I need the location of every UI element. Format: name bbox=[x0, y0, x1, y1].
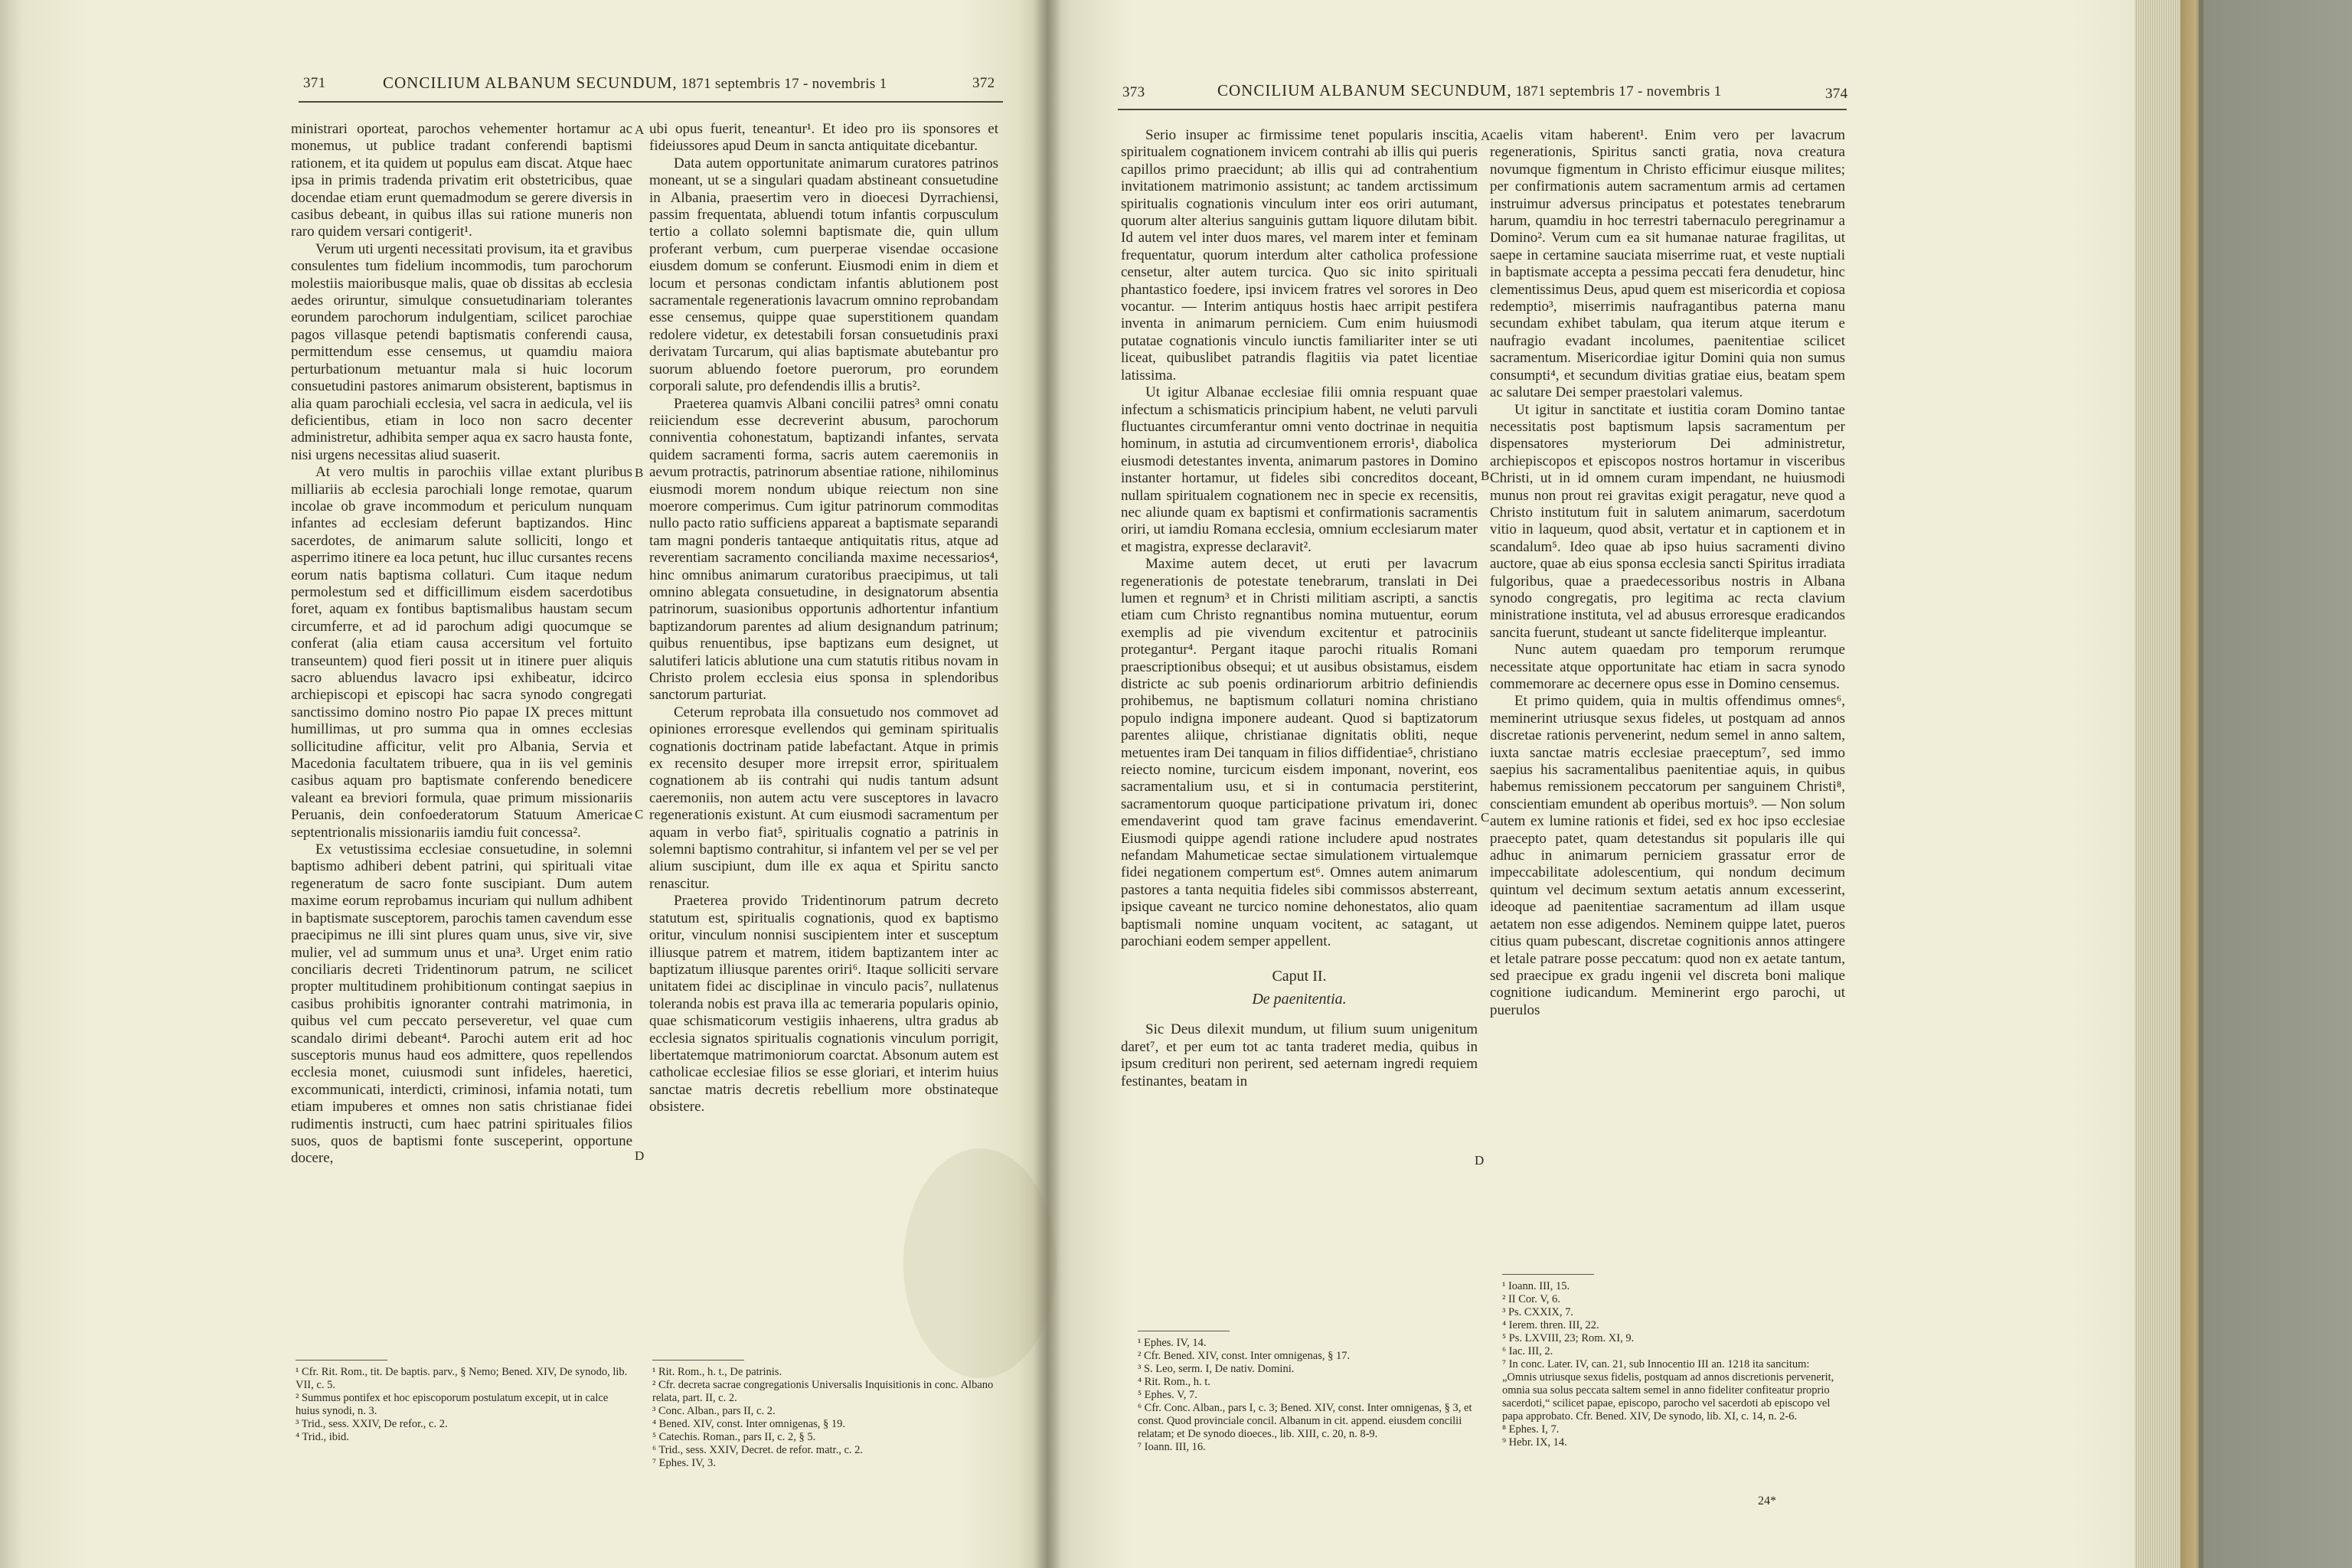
footnote: ¹ Rit. Rom., h. t., De patrinis. bbox=[652, 1366, 782, 1378]
chapter-subtitle: De paenitentia. bbox=[1252, 990, 1347, 1008]
margin-letter-d: D bbox=[635, 1148, 645, 1163]
running-head-left bbox=[383, 74, 887, 93]
paragraph: Data autem opportunitate animarum curatores patrinos moneant, ut se a singulari quadam abstineant consuetudine in Albania, praesertim vero in dioecesi Dyrrachiensi, passim frequentata, abluendi totum infantis corpusculum tertio a collato solemni baptismate die, quin ullum proferant verbum, cum puerperae visendae occasione eiusdem domum se conferunt. Eiusmodi enim in diem et locum et personas condictam infantis ablutionem post sacramentale regenerationis lavacrum omnino reprobandam esse censemus, quippe quae superstitionem quandam redolere videtur, ex detestabili forsan consuetudinis praxi derivatam Turcarum, qui alias baptismate abutebantur pro suorum abluendo foetore puerorum, pro eorundem corporali salute, pro defendendis illis a brutis². bbox=[649, 155, 998, 395]
footnote: ⁸ Ephes. I, 7. bbox=[1502, 1423, 1560, 1436]
footnote: ⁷ Ephes. IV, 3. bbox=[652, 1457, 716, 1469]
running-date: 1871 septembris 17 - novembris 1 bbox=[1515, 83, 1722, 100]
footnote: ⁵ Ps. LXVIII, 23; Rom. XI, 9. bbox=[1502, 1332, 1635, 1344]
footnote: ⁴ Ierem. thren. III, 22. bbox=[1502, 1319, 1599, 1331]
footnote: ⁷ Ioann. III, 16. bbox=[1138, 1441, 1206, 1453]
running-title: CONCILIUM ALBANUM SECUNDUM, bbox=[1217, 81, 1512, 100]
paragraph: Praeterea provido Tridentinorum patrum decreto statutum est, spiritualis cognationis, quod ex baptismo oritur, vinculum nonnisi suscipientem inter et susceptum illiusque patrem et matrem, itidem baptizantem inter ac baptizatum illiusque parentes oriri⁶. Itaque solliciti servare unitatem fidei ac disciplinae in vinculo pacis⁷, nullatenus toleranda nobis est prava illa ac temeraria popularis opinio, quae schismaticorum vestigiis inhaerens, ultra gradus ab ecclesia signatos spiritualis cognationis vinculum porrigit, libertatemque matrimoniorum coarctat. Absonum autem est catholicae ecclesiae filios se esse gloriari, et interim huius sanctae matris decretis rebellium more obstinateque obsistere. bbox=[649, 893, 998, 1116]
paragraph: ubi opus fuerit, teneantur¹. Et ideo pro iis sponsores et fideiussores apud Deum in sancta antiquitate dicebantur. bbox=[649, 121, 998, 155]
paragraph: Nunc autem quaedam pro temporum rerumque necessitate atque opportunitate hac etiam in sacra synodo commemorare ac decernere opus esse in Domino censemus. bbox=[1490, 642, 1845, 692]
margin-letter-c: C bbox=[635, 807, 644, 822]
footnotes-374 bbox=[1502, 1280, 1844, 1449]
footnote-rule bbox=[296, 1360, 387, 1361]
paragraph: Ex vetustissima ecclesiae consuetudine, in solemni baptismo adhiberi debent patrini, qui spirituali vitae regeneratum de sacro fonte suscipiant. Dum autem maxime eorum reprobamus incuriam qui nullum adhibent in baptismate susceptorem, parochis tamen cavendum esse praecipimus ne illi sint plures quam unus, sive vir, sive mulier, vel ad summum unus et una³. Urget enim ratio conciliaris decreti Tridentinorum patrum, ne scilicet propter multitudinem prohibitionum contingat saepius in casibus prohibitis ignoranter contrahi matrimonia, in quibus vel cum peccato perseveretur, vel quae cum scandalo dirimi debeant⁴. Parochi autem erit ad hoc susceptoris munus haud eos admittere, quos repellendos ecclesia monet, cuiusmodi sunt infideles, haeretici, excommunicati, interdicti, criminosi, infamia notati, tum etiam impuberes et omnes non satis christianae fidei rudimentis instructi, cum haec patrini spirituales filios suos, quos de baptismi fonte susceperint, opportune docere, bbox=[291, 841, 632, 1167]
signature-mark: 24* bbox=[1758, 1494, 1776, 1508]
footnote: ³ Conc. Alban., pars II, c. 2. bbox=[652, 1405, 776, 1417]
footnote: ³ S. Leo, serm. I, De nativ. Domini. bbox=[1138, 1363, 1295, 1375]
paragraph: Ut igitur Albanae ecclesiae filii omnia respuant quae infectum a schismaticis principium habent, ne veluti parvuli fluctuantes circumferantur omni vento doctrinae in nequitia hominum, in astutia ad circumventionem erroris¹, diabolica eiusmodi detestantes inventa, animarum pastores in Domino instanter hortamur, ut fideles sibi concreditos doceant, nullam spiritualem cognationem nec in specie ex recensitis, nec aliunde quam ex baptismi et confirmationis sacramentis oriri, ut iamdiu Romana ecclesia, omnium ecclesiarum mater et magistra, expresse declaravit². bbox=[1121, 384, 1478, 555]
paragraph: At vero multis in parochiis villae extant pluribus milliariis ab ecclesia parochiali longe remotae, quarum incolae ob grave incommodum et periculum nunquam infantes ad ecclesiam deferunt baptizandos. Hinc sacerdotes, de animarum salute solliciti, longo et asperrimo itinere ea loca petunt, huc illuc cursantes recens eorum natis baptisma collaturi. Cum itaque nedum permolestum sed et difficillimum eisdem sacerdotibus foret, aquam ex fontibus baptismalibus haustam secum circumferre, et ad id parochum adigi quocumque se conferat (alia etiam causa accersitum vel fortuito transeuntem) quod fieri possit ut in itinere puer aliquis sacro abluendus lavacro ipsi exhibeatur, idcirco archiepiscopi et episcopi hac sacra synodo congregati sanctissimo domino nostro Pio papae IX preces mittunt humillimas, ut pro summa qua in omnes ecclesias sollicitudine afficitur, velit pro Albania, Servia et Macedonia facultatem tribuere, qua in iis vel geminis casibus aquam pro baptismate conferendo benedicere valeant ea breviori formula, quae primum missionariis Peruanis, dein confoederatorum Statuum Americae septentrionalis missionariis iamdiu fuit concessa². bbox=[291, 464, 632, 841]
footnote: ¹ Ephes. IV, 14. bbox=[1138, 1337, 1207, 1349]
margin-letter-b: B bbox=[635, 466, 644, 480]
margin-letter-a: A bbox=[1481, 129, 1491, 143]
footnote: ⁵ Catechis. Roman., pars II, c. 2, § 5. bbox=[652, 1431, 816, 1443]
text-column-373 bbox=[1121, 127, 1478, 1344]
running-date: 1871 septembris 17 - novembris 1 bbox=[681, 76, 887, 92]
paragraph: Sic Deus dilexit mundum, ut filium suum unigenitum daret⁷, et per eum tot ac tanta traderet media, quibus in ipsum credituri non perirent, sed aeternam ingredi requiem festinantes, beatam in bbox=[1121, 1021, 1478, 1089]
paragraph: Maxime autem decet, ut eruti per lavacrum regenerationis de potestate tenebrarum, translati in Dei lumen et regnum³ et in Christi militiam ascripti, a sanctis etiam cum Christo regnantibus nomina mutuentur, eorum exemplis ad pie vivendum excitentur et patrociniis protegantur⁴. Pergant itaque parochi ritualis Romani praescriptionibus obsequi; et ut ausibus obsistamus, eisdem districte ac sub poenis ordinariorum arbitrio definiendis prohibemus, ne baptismum collaturi nomina christiano populo indigna imponere audeant. Quod si baptizatorum parentes aliique, christianae dignitatis obliti, neque metuentes iram Dei tanquam in filios diffidentiae⁵, christiano reiecto nomine, turcicum eisdem imponant, noverint, eos sacramentalium usu, et si in contumacia perstiterint, sacramentorum quoque participatione privatum iri, donec emendaverint quod tam grave facinus emendaverint. Eiusmodi quippe agendi ratione includere apud nostrates nefandam Mahumeticae sectae simulationem virtualemque fidei negationem compertum est⁶. Omnes autem animarum pastores a tanta nequitia fideles sibi commissos absterreant, ipsique caveant ne turcico nomine dehonestatos, alio quam baptismali nomine unquam vocitent, ac satagant, ut parochiani eodem semper appellent. bbox=[1121, 556, 1478, 950]
page-number-372: 372 bbox=[972, 75, 995, 91]
footnote: ⁴ Trid., ibid. bbox=[296, 1431, 349, 1443]
cover-binding bbox=[2199, 0, 2203, 1568]
footnote: ⁴ Bened. XIV, const. Inter omnigenas, § 19. bbox=[652, 1418, 846, 1430]
paragraph: Praeterea quamvis Albani concilii patres³ omni conatu reiiciendum esse decreverint abusum, parochorum conniventia cohonestatum, baptizandi infantes, servata quidem sacramenti forma, sacris autem caeremoniis in aevum protractis, patrinorum absentiae ratione, nihilominus eiusmodi morem nondum ubique reiectum non sine moerore comperimus. Cum igitur patrinorum commoditas nullo pacto ratio sufficiens appareat a baptismate separandi tam magni ponderis tantaeque antiquitatis ritus, atque ad reverentiam sacramento concilianda maxime necessarios⁴, hinc omnibus animarum curatoribus praecipimus, ut tali omnino ablegata consuetudine, in designatorum absentia patrinorum, suasionibus opportunis adhortentur infantium baptizandorum parentes ad alium designandum patrinum; quibus renuentibus, ipse baptizans eum designet, ut salutiferi laticis ablutione una cum statutis ritibus novam in Christo prolem ecclesia eius sponsa in splendoribus sanctorum parturiat. bbox=[649, 395, 998, 704]
footnote: ⁶ Iac. III, 2. bbox=[1502, 1345, 1553, 1357]
footnote: ⁶ Trid., sess. XXIV, Decret. de refor. matr., c. 2. bbox=[652, 1444, 864, 1456]
text-column-374 bbox=[1490, 127, 1845, 1260]
paragraph: Et primo quidem, quia in multis offendimus omnes⁶, meminerint utriusque sexus fideles, ut postquam ad annos discretae rationis pervenerint, nedum semel in anno saltem, iuxta sanctae matris ecclesiae praeceptum⁷, sed immo saepius his sacramentalibus paenitentiae aquis, in quibus habemus remissionem peccatorum per sanguinem Christi⁸, conscientiam emundent ab operibus mortuis⁹. — Non solum autem ex lumine rationis et fidei, sed ex hoc ipso ecclesiae praecepto patet, quam detestandus sit popularis ille qui adhuc in animarum perniciem grassatur error de impeccabilitate adolescentium, qui nondum decimum quintum vel decimum sextum aetatis annum excesserint, ideoque ad paenitentiae sacramentum ad illam usque aetatem non esse adigendos. Neminem quippe latet, pueros citius quam pubescant, discretae cognitionis annos attingere et letale patrare posse peccatum: quod non ex aetate tantum, sed praecipue ex gradu ingenii vel discreta boni malique cognitione iudicandum. Meminerint ergo parochi, ut puerulos bbox=[1490, 693, 1845, 1018]
page-edges bbox=[2135, 0, 2180, 1568]
margin-letter-d: D bbox=[1475, 1153, 1485, 1168]
footnote: ⁹ Hebr. IX, 14. bbox=[1502, 1436, 1567, 1449]
footnote: ⁵ Ephes. V, 7. bbox=[1138, 1389, 1197, 1401]
footnote: ⁴ Rit. Rom., h. t. bbox=[1138, 1376, 1210, 1388]
footnote: ³ Trid., sess. XXIV, De refor., c. 2. bbox=[296, 1418, 448, 1430]
paragraph: Ut igitur in sanctitate et iustitia coram Domino tantae necessitatis post baptismum lapsis sacramentum per dispensatores mysteriorum Dei administretur, archiepiscopos et episcopos nostros hortamur in visceribus Christi, ut in id omnem curam impendant, ne huiusmodi munus non prout rei gravitas exigit peragatur, neve quod a Christo institutum fuit in salutem animarum, sacerdotum vitio in laqueum, quod absit, vertatur et in captionem et in scandalum⁵. Ideo quae ab ipso huius sacramenti divino auctore, quae ab eius sponsa ecclesia sancti Spiritus irradiata fulgoribus, quae a praedecessoribus nostris in Albana synodo congregatis, pro legitima ac recta clavium ministratione instituta, vel ad abusus erroresque eradicandos sancita fuerunt, studeant ut sancte fideliterque impleantur. bbox=[1490, 401, 1845, 641]
paragraph: ministrari oporteat, parochos vehementer hortamur ac monemus, ut publice tradant conferendi baptismi rationem, et ita quidem ut populus eam discat. Atque haec ipsa in primis tradenda privatim erit obstetricibus, quae docendae etiam erunt quemadmodum se gerere diversis in casibus debeant, in quibus illas sui ratione muneris non raro quidem versari contigerit¹. bbox=[291, 121, 632, 240]
margin-letter-a: A bbox=[635, 122, 645, 137]
header-rule bbox=[299, 101, 1003, 103]
page-number-374: 374 bbox=[1825, 86, 1848, 102]
footnote-rule bbox=[652, 1360, 744, 1361]
running-title: CONCILIUM ALBANUM SECUNDUM, bbox=[383, 74, 678, 92]
page-number-371: 371 bbox=[303, 75, 326, 91]
footnote: ³ Ps. CXXIX, 7. bbox=[1502, 1306, 1573, 1318]
footnote: ² II Cor. V, 6. bbox=[1502, 1293, 1560, 1305]
footnote: ² Summus pontifex et hoc episcoporum postulatum excepit, ut in calce huius synodi, n. 3. bbox=[296, 1392, 611, 1417]
text-column-371 bbox=[291, 121, 632, 1350]
paragraph: Serio insuper ac firmissime tenet popularis inscitia, spiritualem cognationem invicem contrahi ab illis qui pueris capillos primo praecidunt; ab illis qui ad contrahentium invitationem matrimonio assistunt; ac tandem arctissimum spiritualis cognationis vinculum inter eos oriri autumant, quorum alter alterius sanguinis guttam liquore dilutam bibit. Id autem vel inter duos mares, vel marem inter et feminam frequentatur, quorum interdum alter catholica professione censetur, alter autem turcica. Quo sic inito spirituali phantastico foedere, ipsi invicem fratres vel sorores in Deo vocantur. — Interim antiquus hostis haec arripit pestifera inventa in animarum perniciem. Cum enim huiusmodi putatae cognationis vinculo iunctis familiariter inter se uti liceat, quibuslibet patrandis flagitiis via patet licentiae latissima. bbox=[1121, 127, 1478, 384]
footnote: ¹ Cfr. Rit. Rom., tit. De baptis. parv., § Nemo; Bened. XIV, De synodo, lib. VII, c. 5. bbox=[296, 1366, 630, 1391]
footnote: ² Cfr. decreta sacrae congregationis Universalis Inquisitionis in conc. Albano relata, part. II, c. 2. bbox=[652, 1379, 996, 1404]
text-column-372 bbox=[649, 121, 998, 1350]
paragraph: Verum uti urgenti necessitati provisum, ita et gravibus consulentes tum fidelium incommodis, tum parochorum molestiis maioribusque malis, quae ob dissitas ab ecclesia aedes oriruntur, simulque consuetudinariam tolerantes eorundem parochorum indulgentiam, scilicet parochiae pagos villasque petendi baptismatis conferendi causa, permittendum esse censemus, ut quamdiu maiora perturbationum metuantur mala si huic locorum consuetudini pastores animarum obsisterent, baptismus in alia quam parochiali ecclesia, vel sacra in aedicula, vel iis deficientibus, etiam in loco non sacro decenter administretur, adhibita semper aqua ex sacro hausta fonte, nisi urgens necessitas aliud suaserit. bbox=[291, 240, 632, 463]
footnote: ⁷ In conc. Later. IV, can. 21, sub Innocentio III an. 1218 ita sancitum: „Omnis utriusque sexus fidelis, postquam ad annos discretionis pervenerit, omnia sua solus peccata saltem semel in anno fideliter confiteatur proprio sacerdoti,“ scilicet papae, episcopo, parocho vel sacerdoti ab episcopo vel papa approbato. Cfr. Bened. XIV, De synodo, lib. XI, c. 14, n. 2-6. bbox=[1502, 1358, 1837, 1423]
footnote-rule bbox=[1502, 1274, 1594, 1275]
footnote: ¹ Ioann. III, 15. bbox=[1502, 1280, 1570, 1292]
page-number-373: 373 bbox=[1122, 84, 1145, 100]
book-cover-edge bbox=[2180, 0, 2352, 1568]
chapter-heading: Caput II. bbox=[1272, 967, 1327, 985]
footnotes-373 bbox=[1138, 1337, 1475, 1454]
footnote: ² Cfr. Bened. XIV, const. Inter omnigenas, § 17. bbox=[1138, 1350, 1351, 1362]
footnotes-371 bbox=[296, 1366, 629, 1444]
header-rule bbox=[1118, 109, 1847, 110]
paragraph: caelis vitam haberent¹. Enim vero per lavacrum regenerationis, Spiritus sancti gratia, nova creatura novumque figmentum in Christo efficimur eiusque milites; per confirmationis autem sacramentum armis ad certamen instruimur adversus principatus et potestates tenebrarum harum, quamdiu in hoc terrestri tabernaculo peregrinamur a Domino². Verum cum ea sit humanae naturae fragilitas, ut saepe in certamine sauciata miserrime ruat, et veste nuptiali in baptismate accepta a pessima peccati fera denudetur, hinc clementissimus Deus, apud quem est misericordia et copiosa redemptio³, miserrimis naufragantibus paterna manu secundam exhibet tabulam, qua iterum atque iterum e naufragio evadant incolumes, paenitentiae scilicet sacramentum. Misericordiae igitur Domini quia non sumus consumpti⁴, et secundum divitias gratiae eius, beatam spem ac salutare Dei semper praestolari valemus. bbox=[1490, 127, 1845, 401]
margin-letter-b: B bbox=[1481, 469, 1490, 483]
running-head-right bbox=[1217, 81, 1721, 100]
margin-letter-c: C bbox=[1481, 810, 1490, 825]
footnote: ⁶ Cfr. Conc. Alban., pars I, c. 3; Bened. XIV, const. Inter omnigenas, § 3, et const. Quod provinciale concil. Albanum in cit. append. eiusdem concilii relatam; et De synodo dioeces., lib. XIII, c. 20, n. 8-9. bbox=[1138, 1402, 1475, 1440]
paragraph: Ceterum reprobata illa consuetudo nos commovet ad opiniones erroresque evellendos qui geminam spiritualis cognationis doctrinam patide labefactant. Atque in primis ex recensito desuper more irrepsit error, spiritualem cognationem ab iis contrahi qui nudis tantum adsunt caeremoniis, non autem actu vere susceptores in lavacro regenerationis existunt. At cum eiusmodi sacramentum per aquam in verbo fiat⁵, spiritualis cognatio a patrinis in solemni baptismo contrahitur, si infantem vel per se vel per alium suscipiunt, dum ille ex aqua et Spiritu sancto renascitur. bbox=[649, 704, 998, 892]
footnotes-372 bbox=[652, 1366, 997, 1470]
